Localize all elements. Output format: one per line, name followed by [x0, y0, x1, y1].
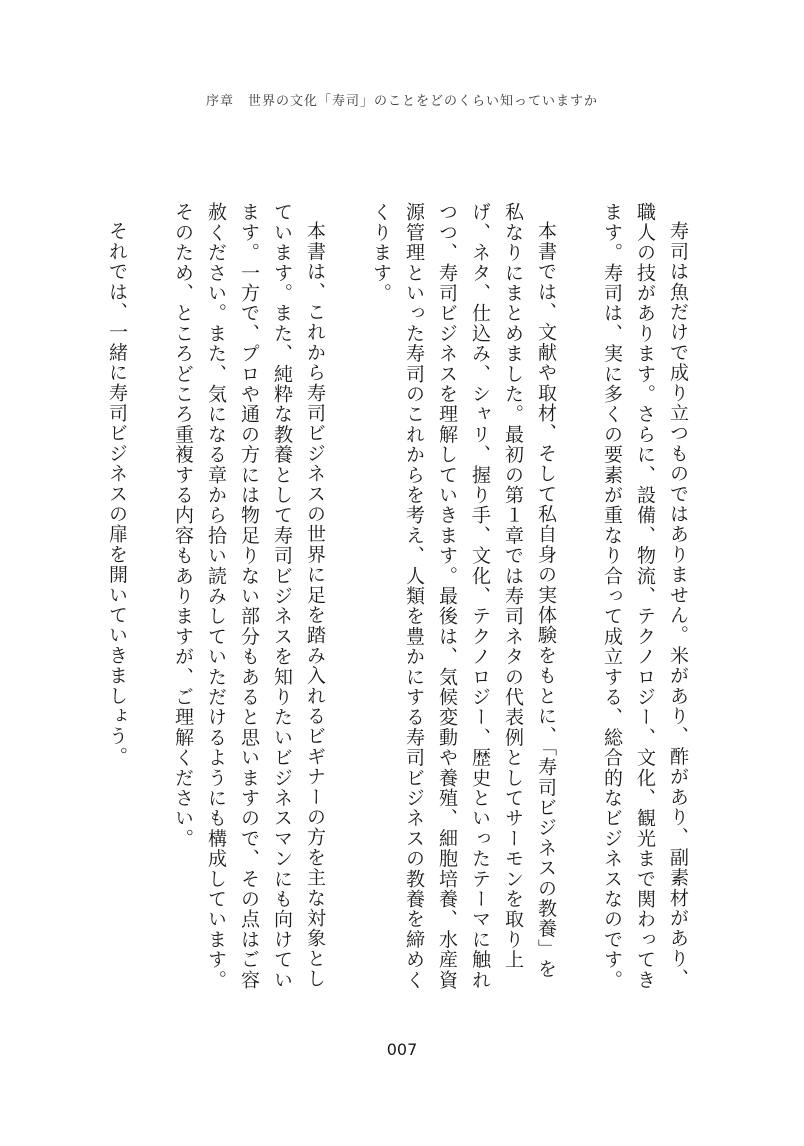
running-head: 序章 世界の文化「寿司」のことをどのくらい知っていますか [205, 94, 598, 109]
page-number: 007 [386, 1040, 418, 1059]
paragraph-spacer [562, 202, 595, 992]
paragraph-2: 本書では、文献や取材、そして私自身の実体験をもとに、「寿司ビジネスの教養」を私なりにまとめました。最初の第１章では寿司ネタの代表例としてサーモンを取り上げ、ネタ、仕込み、シャリ、握り手、文化、テクノロジー、歴史といったテーマに触れつつ、寿司ビジネスを理解していきます。最後は、気候変動や養殖、細胞培養、水産資源管理といった寿司のこれからを考え、人類を豊かにする寿司ビジネスの教養を締めくくります。 [370, 202, 557, 990]
paragraph-1: 寿司は魚だけで成り立つものではありません。米があり、酢があり、副素材があり、職人の技があります。さらに、設備、物流、テクノロジー、文化、観光まで関わってきます。寿司は、実に多くの要素が重なり合って成立する、総合的なビジネスなのです。 [601, 202, 689, 990]
paragraph-4: それでは、一緒に寿司ビジネスの扉を開いていきましょう。 [106, 221, 128, 767]
paragraph-spacer [331, 202, 364, 992]
paragraph-spacer [133, 202, 166, 992]
body-text [100, 202, 694, 992]
paragraph-3: 本書は、これから寿司ビジネスの世界に足を踏み入れるビギナーの方を主な対象としています。また、純粋な教養として寿司ビジネスを知りたいビジネスマンにも向けています。一方で、プロや通の方には物足りない部分もあると思いますので、その点はご容赦ください。また、気になる章から拾い読みしていただけるようにも構成しています。そのため、ところどころ重複する内容もありますが、ご理解ください。 [172, 202, 326, 990]
